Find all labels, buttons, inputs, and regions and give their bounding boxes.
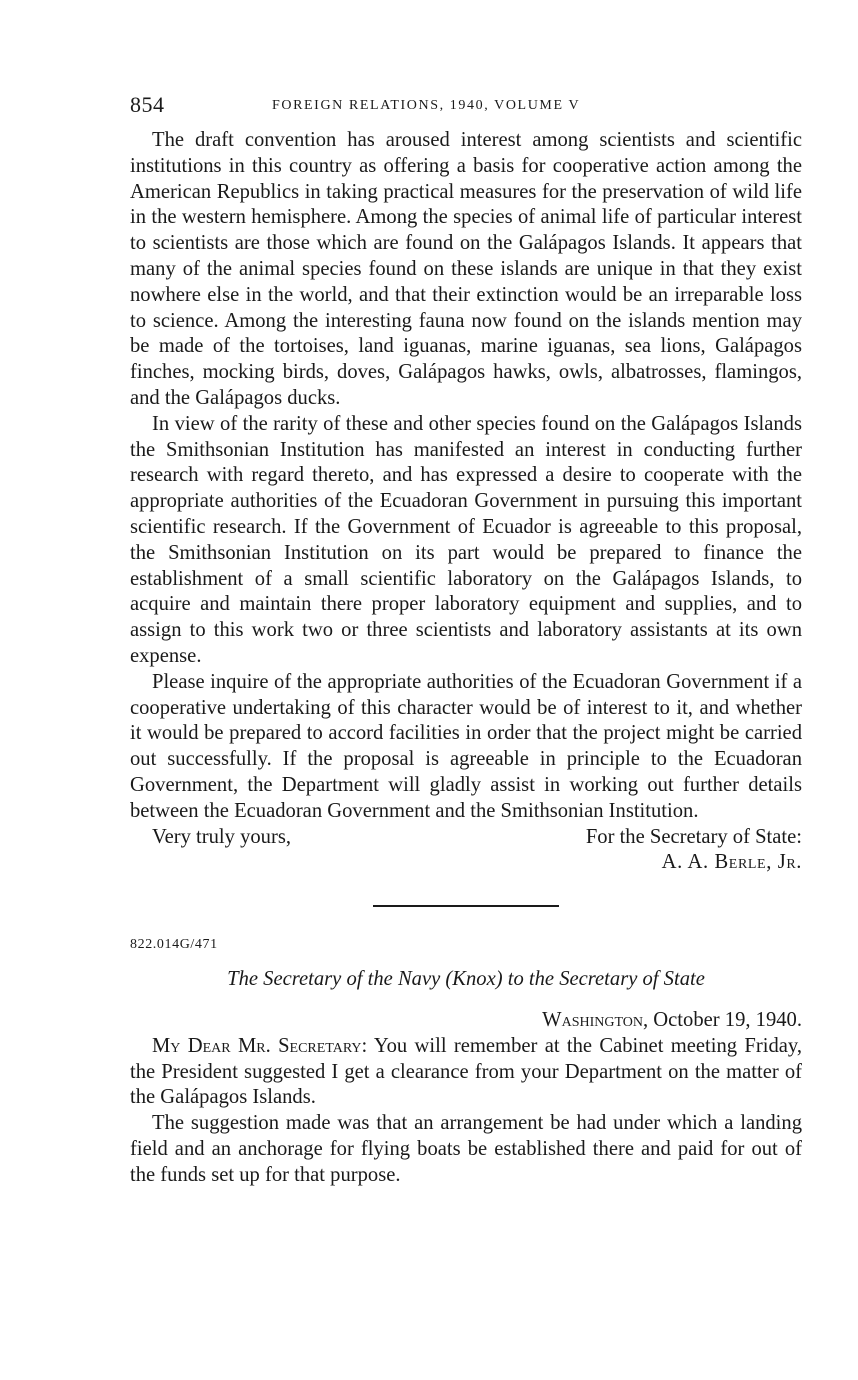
body-paragraph-2: In view of the rarity of these and other species found on the Galápagos Islands the Smithsonian Institution has manifested an interest in conducting further research with regard thereto, and has expressed a desire to cooperate with the appropriate authorities of the Ecuadoran Government in pursuing this important scientific research. If the Government of Ecuador is agreeable to this proposal, the Smithsonian Institution on its part would be prepared to finance the establishment of a small scientific laboratory on the Galápagos Islands, to acquire and maintain there proper laboratory equipment and supplies, and to assign to this work two or three scientists and laboratory assistants at its own expense. (130, 412, 802, 667)
page-number: 854 (130, 92, 165, 117)
body-paragraph-3: Please inquire of the appropriate authorities of the Ecuadoran Government if a cooperative undertaking of this character would be of interest to it, and whether it would be prepared to accord facilities in order that the project might be carried out successfully. If the proposal is agreeable in principle to the Ecuadoran Government, the Department will gladly assist in working out further details between the Ecuadoran Government and the Smithsonian Institution. (130, 670, 802, 822)
letter-paragraph-1 (130, 1034, 802, 1111)
signature-title: For the Secretary of State: (585, 825, 802, 848)
section-divider (373, 905, 559, 907)
dateline-place: Washington, (542, 1008, 649, 1031)
signature-name: A. A. Berle, Jr. (661, 851, 802, 874)
letter-paragraph-1-text: You will remember at the Cabinet meeting Friday, the President suggested I get a clearance from your Department on the matter of the Galápagos Islands. (130, 1034, 802, 1109)
body-paragraph-1: The draft convention has aroused interest among scientists and scientific institutions in this country as offering a basis for cooperative action among the American Republics in taking practical measures for the preservation of wild life in the western hemisphere. Among the species of animal life of particular interest to scientists are those which are found on the Galápagos Islands. It appears that many of the animal species found on these islands are unique in that they exist nowhere else in the world, and that their extinction would be an irreparable loss to science. Among the interesting fauna now found on the islands mention may be made of the tortoises, land iguanas, marine iguanas, sea lions, Galápagos finches, mocking birds, doves, Galápagos hawks, owls, albatrosses, flamingos, and the Galápagos ducks. (130, 129, 802, 409)
document-page (130, 92, 802, 1188)
complimentary-closing: Very truly yours, (152, 825, 291, 848)
salutation: My Dear Mr. Secretary: (152, 1034, 368, 1057)
document-title: The Secretary of the Navy (Knox) to the Secretary of State (227, 968, 705, 991)
page-header (130, 92, 802, 122)
signature-row (130, 850, 802, 876)
running-head: FOREIGN RELATIONS, 1940, VOLUME V (272, 98, 581, 113)
dateline-date: October 19, 1940. (653, 1008, 802, 1031)
closing-row (130, 825, 802, 851)
dateline (130, 1008, 802, 1034)
file-number: 822.014G/471 (130, 937, 218, 953)
letter-paragraph-2: The suggestion made was that an arrangement be had under which a landing field and an anchorage for flying boats be established there and paid for out of the funds set up for that purpose. (130, 1112, 802, 1186)
